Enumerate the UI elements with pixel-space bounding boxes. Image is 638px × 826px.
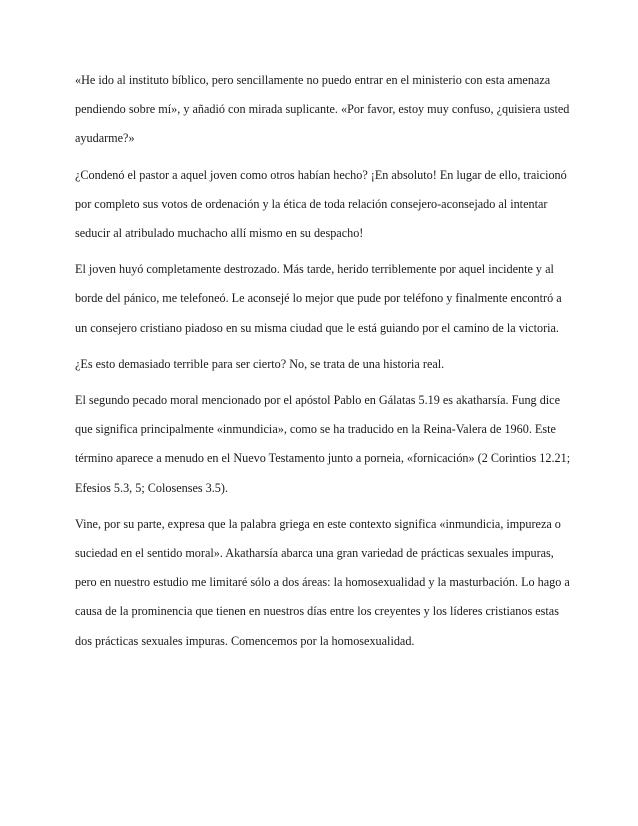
paragraph-5: El segundo pecado moral mencionado por el apóstol Pablo en Gálatas 5.19 es akatharsía. Fung dice que significa principalmente «inmundicia», como se ha traducido en la Reina-Valera de 1960. Este término aparece a menudo en el Nuevo Testamento junto a porneia, «fornicación» (2 Corintios 12.21; Efesios 5.3, 5; Colosenses 3.5). — [75, 393, 571, 495]
paragraph-1: «He ido al instituto bíblico, pero sencillamente no puedo entrar en el ministerio con esta amenaza pendiendo sobre mí», y añadió con mirada suplicante. «Por favor, estoy muy confuso, ¿quisiera usted ayudarme?» — [75, 73, 570, 146]
paragraph-4: ¿Es esto demasiado terrible para ser cierto? No, se trata de una historia real. — [75, 356, 445, 371]
document-body — [75, 66, 575, 663]
paragraph-6: Vine, por su parte, expresa que la palabra griega en este contexto significa «inmundicia, impureza o suciedad en el sentido moral». Akatharsía abarca una gran variedad de prácticas sexuales impuras, pero en nuestro estudio me limitaré sólo a dos áreas: la homosexualidad y la masturbación. Lo hago a causa de la prominencia que tienen en nuestros días entre los creyentes y los líderes cristianos estas dos prácticas sexuales impuras. Comencemos por la homosexualidad. — [75, 516, 570, 648]
paragraph-3: El joven huyó completamente destrozado. Más tarde, herido terriblemente por aquel incidente y al borde del pánico, me telefoneó. Le aconsejé lo mejor que pude por teléfono y finalmente encontró a un consejero cristiano piadoso en su misma ciudad que le está guiando por el camino de la victoria. — [75, 262, 562, 335]
paragraph-2: ¿Condenó el pastor a aquel joven como otros habían hecho? ¡En absoluto! En lugar de ello, traicionó por completo sus votos de ordenación y la ética de toda relación consejero-aconsejado al intentar seducir al atribulado muchacho allí mismo en su despacho! — [75, 167, 567, 241]
